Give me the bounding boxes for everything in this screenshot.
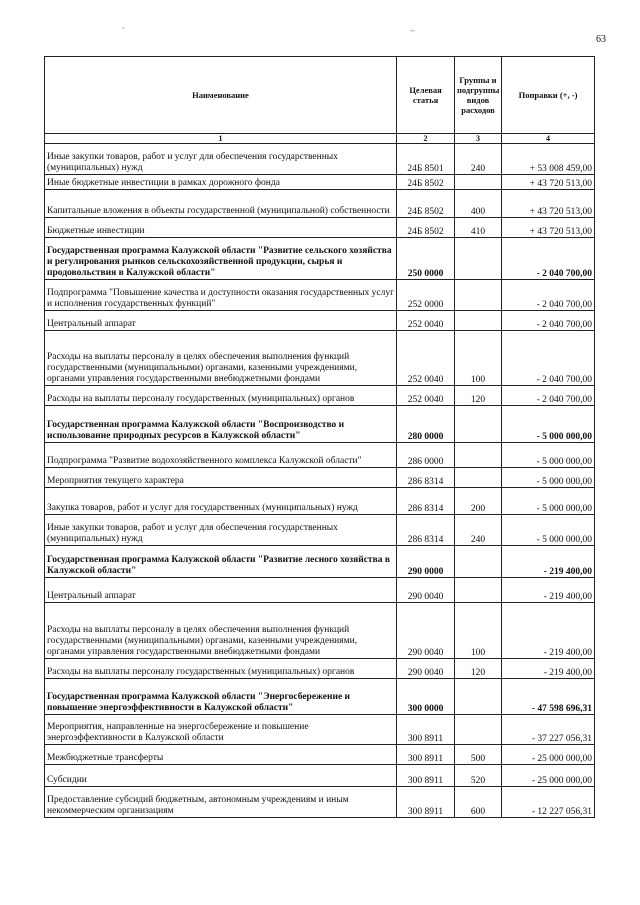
table-row (45, 578, 595, 603)
row-target-code: 300 8911 (397, 787, 455, 818)
table-row (45, 515, 595, 546)
row-expense-group (455, 715, 502, 745)
row-name: Подпрограмма "Повышение качества и доступности оказания государственных услуг и исполнения государственных функций" (45, 280, 397, 311)
row-expense-group: 120 (455, 386, 502, 406)
header-target: Целевая статья (397, 57, 455, 134)
row-amount: - 2 040 700,00 (502, 311, 595, 331)
table-row (45, 787, 595, 818)
row-amount: - 12 227 056,31 (502, 787, 595, 818)
row-expense-group: 240 (455, 515, 502, 546)
table-row (45, 443, 595, 468)
row-expense-group: 400 (455, 190, 502, 218)
column-number: 4 (502, 134, 595, 144)
column-numbers-row (45, 134, 595, 144)
row-amount: - 2 040 700,00 (502, 331, 595, 386)
row-expense-group: 240 (455, 144, 502, 175)
row-target-code: 286 0000 (397, 443, 455, 468)
row-amount: - 219 400,00 (502, 659, 595, 679)
row-name: Мероприятия текущего характера (45, 468, 397, 488)
table-row (45, 745, 595, 765)
row-expense-group: 500 (455, 745, 502, 765)
row-name: Расходы на выплаты персоналу в целях обеспечения выполнения функций государственными (муниципальными) органами, казенными учреждениями, органами управления государственными внебюджетными фондами (45, 331, 397, 386)
row-amount: - 5 000 000,00 (502, 406, 595, 443)
row-amount: - 2 040 700,00 (502, 280, 595, 311)
table-row (45, 406, 595, 443)
table-row (45, 144, 595, 175)
row-target-code: 24Б 8502 (397, 175, 455, 190)
row-amount: - 5 000 000,00 (502, 488, 595, 515)
table-row (45, 546, 595, 578)
scan-speck: ˜ (122, 26, 125, 36)
row-expense-group (455, 443, 502, 468)
row-target-code: 286 8314 (397, 468, 455, 488)
column-number: 1 (45, 134, 397, 144)
header-groups: Группы и подгруппы видов расходов (455, 57, 502, 134)
table-row (45, 311, 595, 331)
row-expense-group (455, 280, 502, 311)
row-target-code: 300 0000 (397, 679, 455, 715)
row-name: Предоставление субсидий бюджетным, автономным учреждениям и иным некоммерческим организациям (45, 787, 397, 818)
row-amount: - 25 000 000,00 (502, 765, 595, 787)
row-expense-group: 100 (455, 331, 502, 386)
row-name: Подпрограмма "Развитие водохозяйственного комплекса Калужской области" (45, 443, 397, 468)
row-target-code: 280 0000 (397, 406, 455, 443)
table-row (45, 280, 595, 311)
row-target-code: 290 0040 (397, 603, 455, 659)
row-target-code: 24Б 8501 (397, 144, 455, 175)
row-amount: - 25 000 000,00 (502, 745, 595, 765)
table-row (45, 659, 595, 679)
row-name: Иные бюджетные инвестиции в рамках дорожного фонда (45, 175, 397, 190)
row-target-code: 290 0040 (397, 578, 455, 603)
table-row (45, 238, 595, 280)
row-name: Межбюджетные трансферты (45, 745, 397, 765)
table-row (45, 488, 595, 515)
row-name: Государственная программа Калужской области "Воспроизводство и использование природных ресурсов в Калужской области" (45, 406, 397, 443)
table-row (45, 679, 595, 715)
row-target-code: 286 8314 (397, 488, 455, 515)
row-amount: - 219 400,00 (502, 578, 595, 603)
table-row (45, 468, 595, 488)
row-target-code: 252 0040 (397, 386, 455, 406)
row-amount: - 219 400,00 (502, 603, 595, 659)
table-row (45, 331, 595, 386)
row-expense-group (455, 311, 502, 331)
row-name: Иные закупки товаров, работ и услуг для обеспечения государственных (муниципальных) нужд (45, 144, 397, 175)
budget-amendments-table (44, 56, 595, 818)
row-amount: + 43 720 513,00 (502, 175, 595, 190)
row-target-code: 300 8911 (397, 745, 455, 765)
row-expense-group (455, 679, 502, 715)
row-expense-group (455, 238, 502, 280)
row-name: Субсидии (45, 765, 397, 787)
row-target-code: 252 0040 (397, 331, 455, 386)
row-expense-group: 100 (455, 603, 502, 659)
row-name: Центральный аппарат (45, 311, 397, 331)
column-number: 3 (455, 134, 502, 144)
row-expense-group (455, 175, 502, 190)
row-amount: + 43 720 513,00 (502, 190, 595, 218)
row-amount: - 47 598 696,31 (502, 679, 595, 715)
table-row (45, 715, 595, 745)
row-amount: + 53 008 459,00 (502, 144, 595, 175)
row-amount: - 5 000 000,00 (502, 515, 595, 546)
scan-speck: ~ (410, 26, 415, 36)
row-expense-group (455, 546, 502, 578)
row-expense-group: 200 (455, 488, 502, 515)
row-amount: - 5 000 000,00 (502, 468, 595, 488)
row-name: Закупка товаров, работ и услуг для государственных (муниципальных) нужд (45, 488, 397, 515)
row-target-code: 252 0000 (397, 280, 455, 311)
table-header-row (45, 57, 595, 134)
header-amendments: Поправки (+, -) (502, 57, 595, 134)
row-name: Центральный аппарат (45, 578, 397, 603)
table-row (45, 386, 595, 406)
row-target-code: 250 0000 (397, 238, 455, 280)
row-expense-group (455, 578, 502, 603)
row-name: Мероприятия, направленные на энергосбережение и повышение энергоэффективности в Калужской области (45, 715, 397, 745)
row-name: Государственная программа Калужской области "Развитие сельского хозяйства и регулирования рынков сельскохозяйственной продукции, сырья и продовольствия в Калужской области" (45, 238, 397, 280)
row-target-code: 290 0000 (397, 546, 455, 578)
row-name: Государственная программа Калужской области "Развитие лесного хозяйства в Калужской области" (45, 546, 397, 578)
row-name: Бюджетные инвестиции (45, 218, 397, 238)
table-row (45, 190, 595, 218)
row-expense-group (455, 468, 502, 488)
row-expense-group (455, 406, 502, 443)
row-target-code: 24Б 8502 (397, 190, 455, 218)
table-row (45, 218, 595, 238)
column-number: 2 (397, 134, 455, 144)
row-target-code: 290 0040 (397, 659, 455, 679)
page-number: 63 (596, 34, 606, 45)
row-expense-group: 520 (455, 765, 502, 787)
row-name: Иные закупки товаров, работ и услуг для обеспечения государственных (муниципальных) нужд (45, 515, 397, 546)
row-name: Расходы на выплаты персоналу государственных (муниципальных) органов (45, 386, 397, 406)
row-name: Капитальные вложения в объекты государственной (муниципальной) собственности (45, 190, 397, 218)
row-amount: - 2 040 700,00 (502, 386, 595, 406)
row-amount: + 43 720 513,00 (502, 218, 595, 238)
table-body (45, 144, 595, 818)
header-name: Наименование (45, 57, 397, 134)
table-row (45, 765, 595, 787)
row-expense-group: 410 (455, 218, 502, 238)
row-amount: - 37 227 056,31 (502, 715, 595, 745)
row-amount: - 219 400,00 (502, 546, 595, 578)
row-name: Расходы на выплаты персоналу в целях обеспечения выполнения функций государственными (муниципальными) органами, казенными учреждениями, органами управления государственными внебюджетными фондами (45, 603, 397, 659)
row-name: Расходы на выплаты персоналу государственных (муниципальных) органов (45, 659, 397, 679)
row-target-code: 252 0040 (397, 311, 455, 331)
row-target-code: 300 8911 (397, 765, 455, 787)
row-target-code: 300 8911 (397, 715, 455, 745)
row-expense-group: 120 (455, 659, 502, 679)
row-expense-group: 600 (455, 787, 502, 818)
row-target-code: 24Б 8502 (397, 218, 455, 238)
row-amount: - 5 000 000,00 (502, 443, 595, 468)
row-amount: - 2 040 700,00 (502, 238, 595, 280)
row-target-code: 286 8314 (397, 515, 455, 546)
row-name: Государственная программа Калужской области "Энергосбережение и повышение энергоэффективности в Калужской области" (45, 679, 397, 715)
table-row (45, 175, 595, 190)
table-row (45, 603, 595, 659)
